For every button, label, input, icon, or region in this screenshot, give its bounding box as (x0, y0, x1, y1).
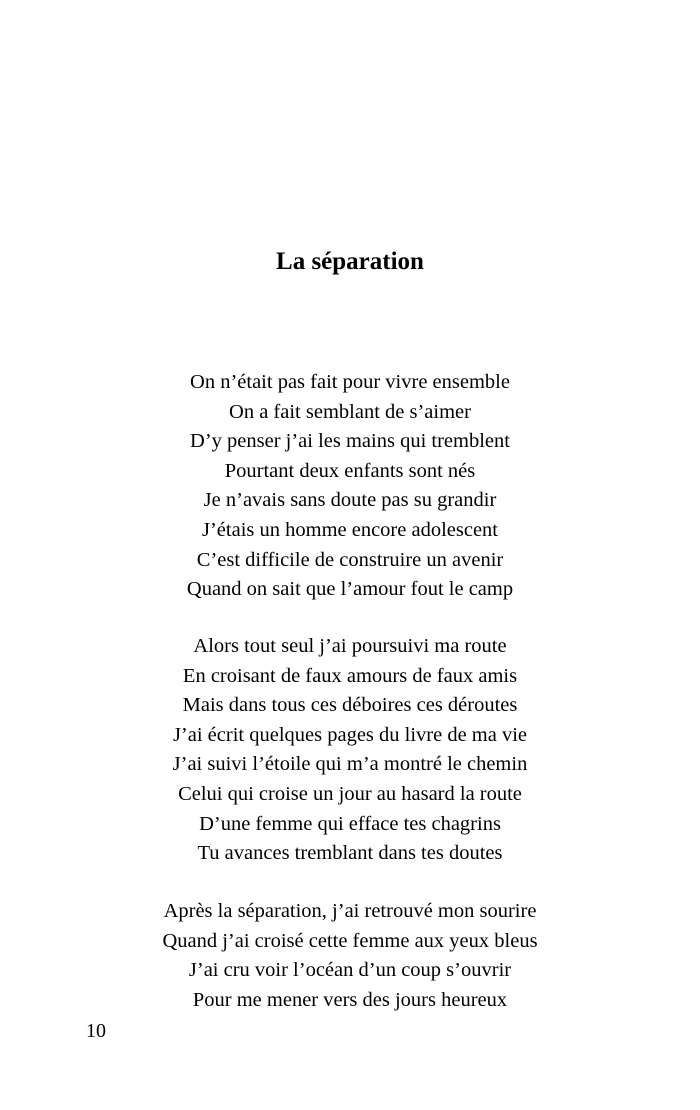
poem-line: Pour me mener vers des jours heureux (192, 988, 508, 1011)
poem-line: Alors tout seul j’ai poursuivi ma route (193, 635, 507, 657)
poem-line: J’ai suivi l’étoile qui m’a montré le chemin (172, 753, 528, 776)
poem-line: D’y penser j’ai les mains qui tremblent (190, 430, 510, 453)
poem-line: On n’était pas fait pour vivre ensemble (190, 371, 510, 393)
poem-line: On a fait semblant de s’aimer (229, 400, 471, 423)
poem-line: Tu avances tremblant dans tes doutes (197, 842, 503, 865)
page-number: 10 (86, 1020, 106, 1042)
stanza-3 (0, 897, 700, 1015)
poem-line: J’ai écrit quelques pages du livre de ma vie (172, 723, 528, 746)
poem-line: C’est difficile de construire un avenir (196, 548, 504, 571)
poem-line: J’ai cru voir l’océan d’un coup s’ouvrir (188, 959, 512, 982)
poem-line: Pourtant deux enfants sont nés (224, 459, 476, 482)
poem-line: Je n’avais sans doute pas su grandir (203, 489, 497, 512)
poem-line: J’étais un homme encore adolescent (202, 518, 498, 541)
poem-line: En croisant de faux amours de faux amis (182, 664, 518, 687)
stanza-2 (0, 632, 700, 869)
poem-line: Celui qui croise un jour au hasard la route (178, 782, 522, 805)
poem-title: La séparation (276, 248, 424, 275)
stanza-1 (0, 368, 700, 605)
poem-line: D’une femme qui efface tes chagrins (199, 812, 501, 835)
poem-line: Quand on sait que l’amour fout le camp (186, 578, 514, 601)
poem-line: Quand j’ai croisé cette femme aux yeux bleus (162, 929, 538, 952)
poem-line: Mais dans tous ces déboires ces déroutes (182, 694, 518, 717)
poem-line: Après la séparation, j’ai retrouvé mon sourire (163, 900, 537, 922)
